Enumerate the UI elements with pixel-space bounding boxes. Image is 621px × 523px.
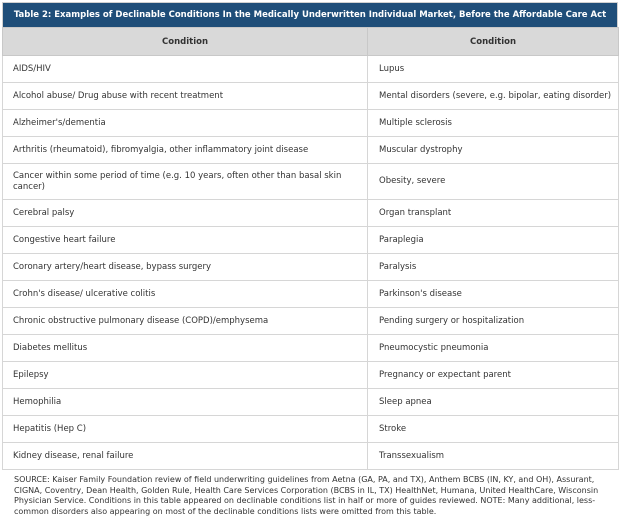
condition-cell: Cancer within some period of time (e.g. 10 years, often other than basal skin cancer) [3,164,368,200]
table-header-row [3,28,619,56]
table-row [3,164,619,200]
table-row [3,281,619,308]
condition-cell: Alcohol abuse/ Drug abuse with recent treatment [3,83,368,110]
condition-cell: Paralysis [368,254,619,281]
table-row [3,227,619,254]
condition-cell: Sleep apnea [368,389,619,416]
condition-cell: Kidney disease, renal failure [3,443,368,470]
condition-cell: Stroke [368,416,619,443]
table-row [3,335,619,362]
table-row [3,362,619,389]
declinable-conditions-table [2,27,619,470]
condition-cell: Crohn's disease/ ulcerative colitis [3,281,368,308]
condition-cell: Hepatitis (Hep C) [3,416,368,443]
table-row [3,389,619,416]
column-header-condition-right: Condition [368,28,619,56]
condition-cell: Obesity, severe [368,164,619,200]
condition-cell: Muscular dystrophy [368,137,619,164]
condition-cell: Paraplegia [368,227,619,254]
table-row [3,56,619,83]
condition-cell: Hemophilia [3,389,368,416]
condition-cell: Mental disorders (severe, e.g. bipolar, eating disorder) [368,83,619,110]
condition-cell: Organ transplant [368,200,619,227]
table-row [3,443,619,470]
condition-cell: Pregnancy or expectant parent [368,362,619,389]
condition-cell: Multiple sclerosis [368,110,619,137]
table-title: Table 2: Examples of Declinable Conditions In the Medically Underwritten Individual Market, Before the Affordable Care Act [2,2,618,27]
source-note: SOURCE: Kaiser Family Foundation review of field underwriting guidelines from Aetna (GA, PA, and TX), Anthem BCBS (IN, KY, and OH), Assurant, CIGNA, Coventry, Dean Health, Golden Rule, Health Care Services Corporation (BCBS in IL, TX) HealthNet, Humana, United HealthCare, Wisconsin Physician Service. Conditions in this table appeared on declinable conditions list in half or more of guides reviewed. NOTE: Many additional, less-common disorders also appearing on most of the declinable conditions lists were omitted from this table. [14,475,599,516]
condition-cell: Lupus [368,56,619,83]
condition-cell: Parkinson's disease [368,281,619,308]
condition-cell: Diabetes mellitus [3,335,368,362]
condition-cell: Congestive heart failure [3,227,368,254]
condition-cell: Pneumocystic pneumonia [368,335,619,362]
table-row [3,200,619,227]
conditions-table-container [2,2,618,470]
condition-cell: Chronic obstructive pulmonary disease (COPD)/emphysema [3,308,368,335]
table-row [3,137,619,164]
table-row [3,308,619,335]
table-row [3,416,619,443]
condition-cell: Coronary artery/heart disease, bypass surgery [3,254,368,281]
condition-cell: AIDS/HIV [3,56,368,83]
condition-cell: Arthritis (rheumatoid), fibromyalgia, other inflammatory joint disease [3,137,368,164]
condition-cell: Pending surgery or hospitalization [368,308,619,335]
table-row [3,254,619,281]
table-row [3,83,619,110]
condition-cell: Cerebral palsy [3,200,368,227]
condition-cell: Transsexualism [368,443,619,470]
condition-cell: Alzheimer's/dementia [3,110,368,137]
column-header-condition-left: Condition [3,28,368,56]
condition-cell: Epilepsy [3,362,368,389]
table-row [3,110,619,137]
